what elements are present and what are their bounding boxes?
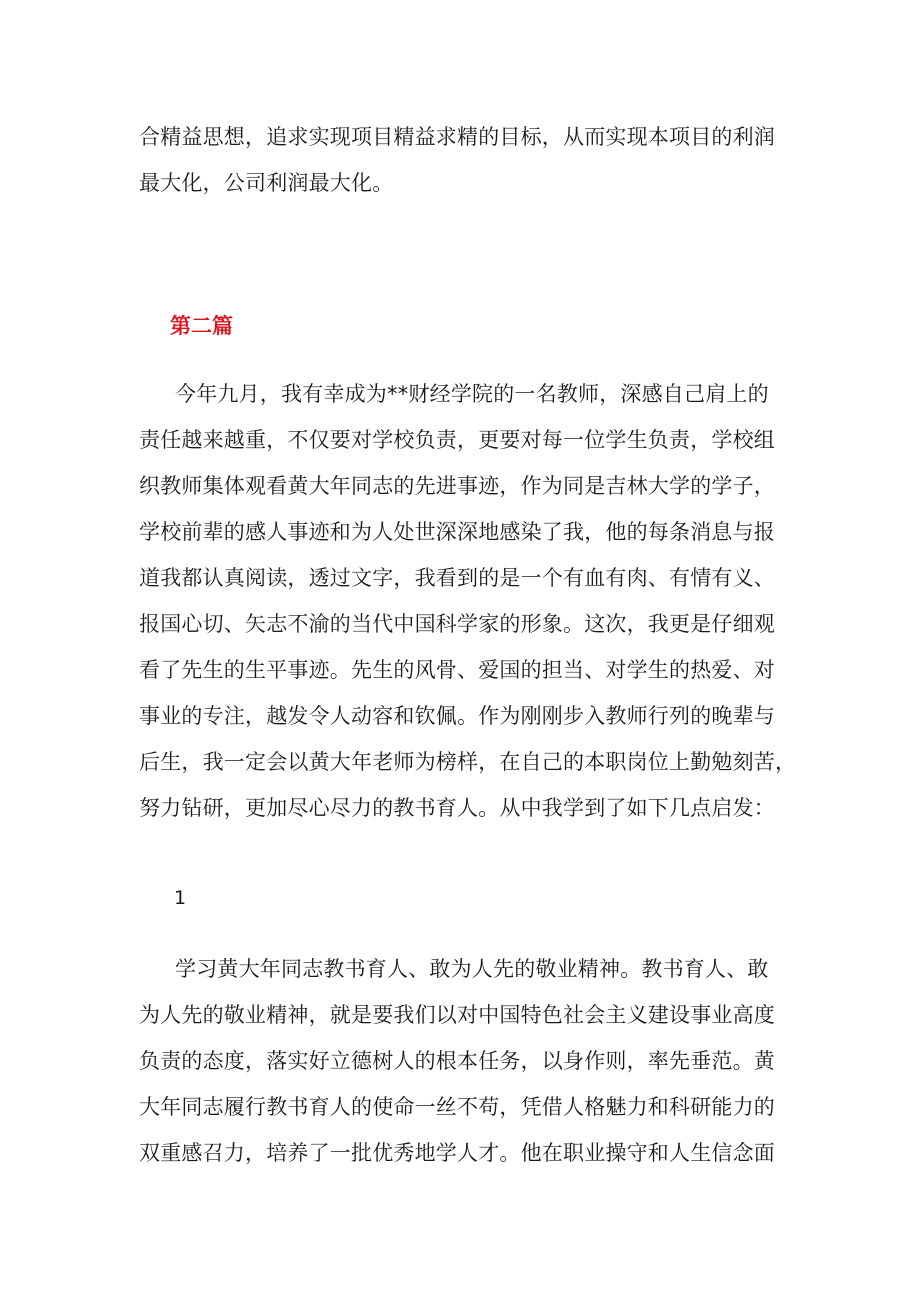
text-line: 报国心切、矢志不渝的当代中国科学家的形象。这次，我更是仔细观: [139, 612, 775, 636]
text-line: 最大化，公司利润最大化。: [139, 171, 394, 195]
text-line: 合精益思想，追求实现项目精益求精的目标，从而实现本项目的利润: [139, 125, 775, 149]
list-number: 1: [174, 887, 187, 909]
text-line: 负责的态度，落实好立德树人的根本任务，以身作则，率先垂范。黄: [139, 1049, 775, 1073]
text-line: 责任越来越重，不仅要对学校负责，更要对每一位学生负责，学校组: [139, 428, 775, 452]
text-line: 为人先的敬业精神，就是要我们以对中国特色社会主义建设事业高度: [139, 1003, 775, 1027]
text-line: 学校前辈的感人事迹和为人处世深深地感染了我，他的每条消息与报: [139, 520, 775, 544]
text-line: 道我都认真阅读，透过文字，我看到的是一个有血有肉、有情有义、: [139, 566, 775, 590]
main-paragraph: [139, 371, 797, 831]
text-line: 后生，我一定会以黄大年老师为榜样，在自己的本职岗位上勤勉刻苦，: [139, 750, 797, 774]
text-line: 今年九月，我有幸成为**财经学院的一名教师，深感自己肩上的: [175, 382, 769, 406]
second-paragraph: [139, 946, 784, 1176]
section-heading: 第二篇: [170, 314, 233, 338]
text-line: 事业的专注，越发令人动容和钦佩。作为刚刚步入教师行列的晚辈与: [139, 704, 775, 728]
intro-paragraph: [139, 114, 784, 206]
text-line: 看了先生的生平事迹。先生的风骨、爱国的担当、对学生的热爱、对: [139, 658, 775, 682]
text-line: 织教师集体观看黄大年同志的先进事迹，作为同是吉林大学的学子，: [139, 474, 775, 498]
text-line: 努力钻研，更加尽心尽力的教书育人。从中我学到了如下几点启发：: [139, 796, 775, 820]
text-line: 双重感召力，培养了一批优秀地学人才。他在职业操守和人生信念面: [139, 1141, 775, 1165]
text-line: 学习黄大年同志教书育人、敢为人先的敬业精神。教书育人、敢: [175, 957, 769, 981]
text-line: 大年同志履行教书育人的使命一丝不苟，凭借人格魅力和科研能力的: [139, 1095, 775, 1119]
